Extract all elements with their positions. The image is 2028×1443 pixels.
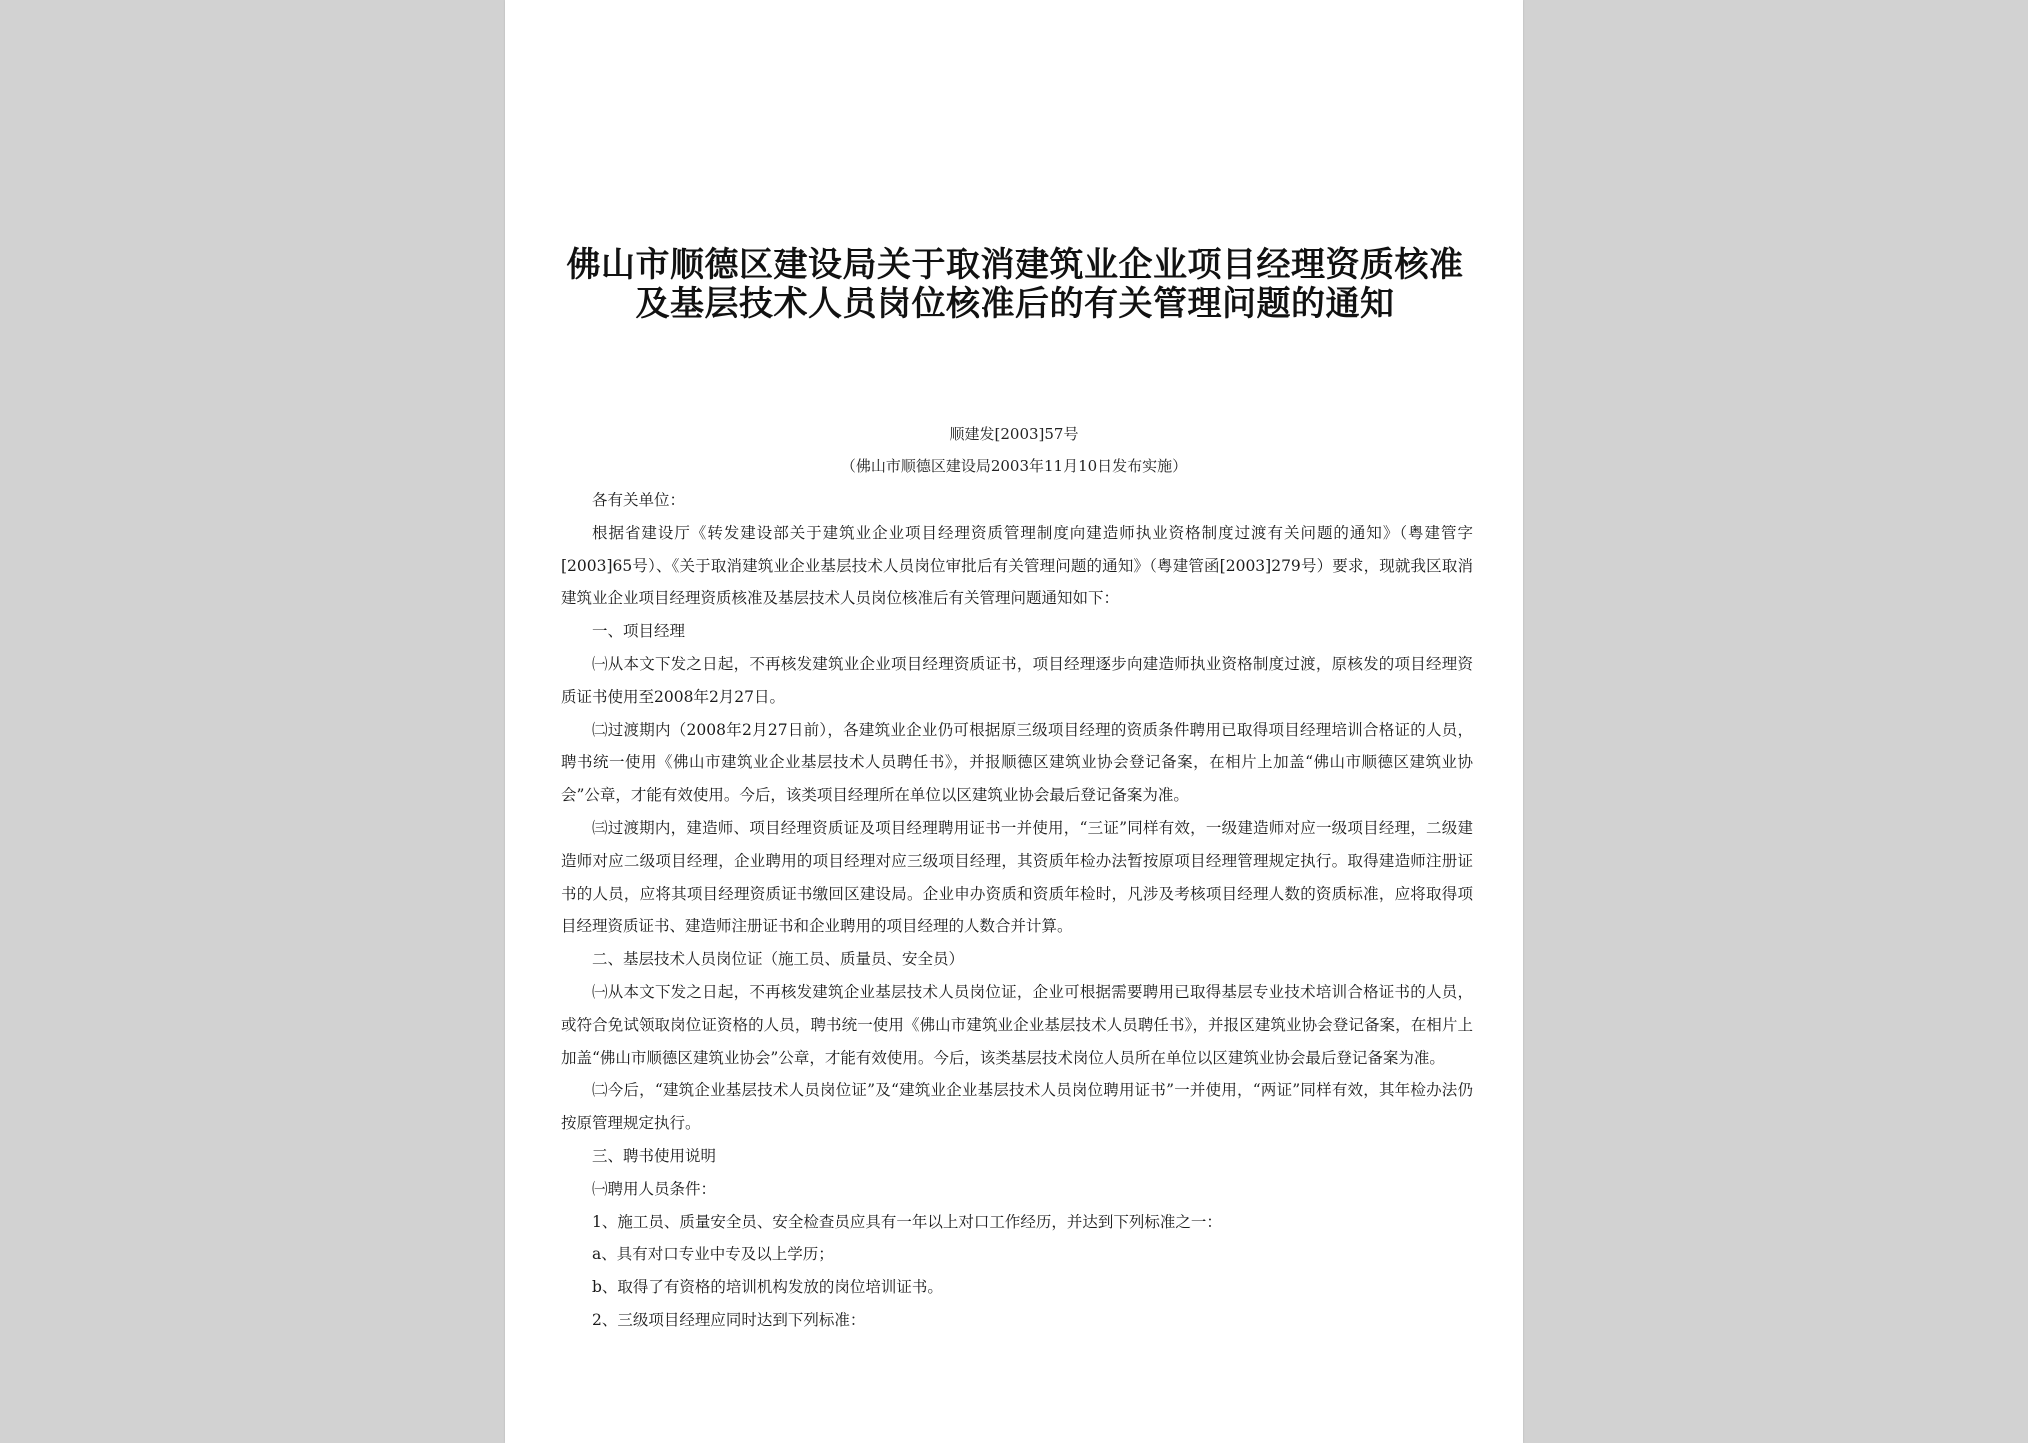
list-item: b、取得了有资格的培训机构发放的岗位培训证书。 <box>592 1278 943 1297</box>
document-title: 佛山市顺德区建设局关于取消建筑业企业项目经理资质核准及基层技术人员岗位核准后的有关管理问题的通知 <box>566 245 1464 324</box>
paragraph: ㈠从本文下发之日起，不再核发建筑企业基层技术人员岗位证，企业可根据需要聘用已取得基层专业技术培训合格证书的人员，或符合免试领取岗位证资格的人员，聘书统一使用《佛山市建筑业企业基层技术人员聘任书》，并报区建筑业协会登记备案，在相片上加盖“佛山市顺德区建筑业协会”公章，才能有效使用。今后，该类基层技术岗位人员所在单位以区建筑业协会最后登记备案为准。 <box>561 982 1473 1067</box>
section-heading: 二、基层技术人员岗位证（施工员、质量员、安全员） <box>592 950 965 969</box>
list-item: a、具有对口专业中专及以上学历； <box>592 1245 834 1264</box>
section-heading: 一、项目经理 <box>592 622 686 641</box>
issue-info: （佛山市顺德区建设局2003年11月10日发布实施） <box>840 457 1188 475</box>
paragraph: ㈢过渡期内，建造师、项目经理资质证及项目经理聘用证书一并使用，“三证”同样有效，一级建造师对应一级项目经理，二级建造师对应二级项目经理，企业聘用的项目经理对应三级项目经理，其资质年检办法暂按原项目经理管理规定执行。取得建造师注册证书的人员，应将其项目经理资质证书缴回区建设局。企业申办资质和资质年检时，凡涉及考核项目经理人数的资质标准，应将取得项目经理资质证书、建造师注册证书和企业聘用的项目经理的人数合并计算。 <box>561 818 1473 936</box>
paragraph: ㈠从本文下发之日起，不再核发建筑业企业项目经理资质证书，项目经理逐步向建造师执业资格制度过渡，原核发的项目经理资质证书使用至2008年2月27日。 <box>561 654 1473 706</box>
salutation: 各有关单位： <box>592 491 686 509</box>
paragraph: ㈡今后，“建筑企业基层技术人员岗位证”及“建筑业企业基层技术人员岗位聘用证书”一并使用，“两证”同样有效，其年检办法仍按原管理规定执行。 <box>561 1081 1473 1133</box>
paragraph: ㈠聘用人员条件： <box>592 1179 717 1198</box>
document-page <box>505 0 1523 1443</box>
paragraph: 1、施工员、质量安全员、安全检查员应具有一年以上对口工作经历，并达到下列标准之一： <box>592 1212 1222 1231</box>
paragraph: 2、三级项目经理应同时达到下列标准： <box>592 1310 866 1329</box>
paragraph: ㈡过渡期内（2008年2月27日前），各建筑业企业仍可根据原三级项目经理的资质条件聘用已取得项目经理培训合格证的人员，聘书统一使用《佛山市建筑业企业基层技术人员聘任书》，并报顺德区建筑业协会登记备案，在相片上加盖“佛山市顺德区建筑业协会”公章，才能有效使用。今后，该类项目经理所在单位以区建筑业协会最后登记备案为准。 <box>561 720 1473 805</box>
document-body <box>561 484 1473 1337</box>
paragraph: 根据省建设厅《转发建设部关于建筑业企业项目经理资质管理制度向建造师执业资格制度过渡有关问题的通知》（粤建管字[2003]65号）、《关于取消建筑业企业基层技术人员岗位审批后有关管理问题的通知》（粤建管函[2003]279号）要求，现就我区取消建筑业企业项目经理资质核准及基层技术人员岗位核准后有关管理问题通知如下： <box>561 523 1473 608</box>
section-heading: 三、聘书使用说明 <box>592 1146 717 1165</box>
document-number: 顺建发[2003]57号 <box>949 425 1079 443</box>
